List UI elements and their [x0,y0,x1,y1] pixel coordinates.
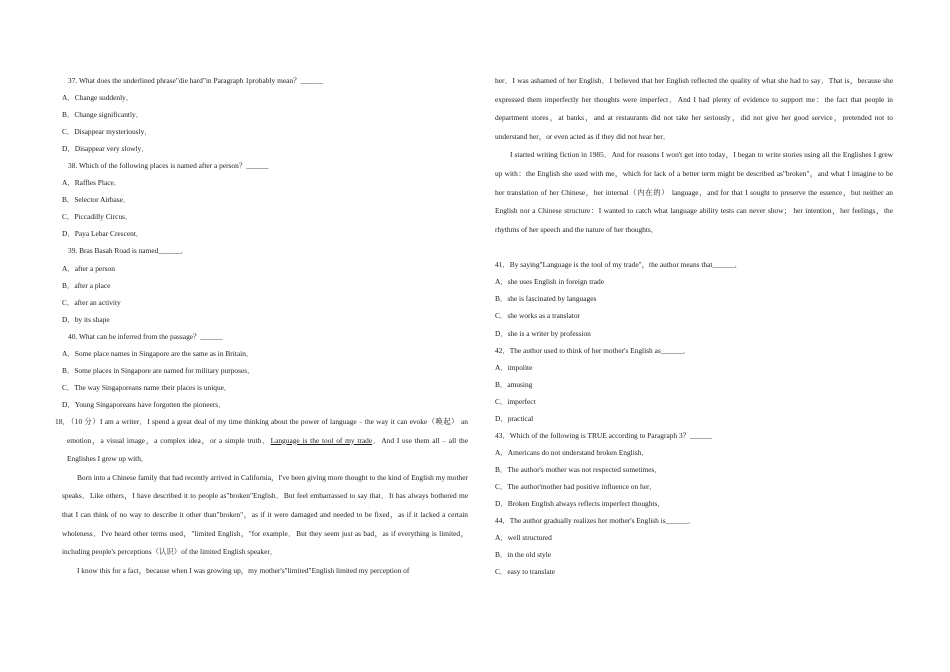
underlined-phrase: Language is the tool of my trade [270,435,373,445]
option-41d: D．she is a writer by profession [495,328,591,338]
option-39d: D．by its shape [62,314,110,324]
option-38d: D．Paya Lebar Crescent． [62,229,144,239]
left-column [55,72,468,580]
paragraph-2: Born into a Chinese family that had recently arrived in California，I've been giving more thought to the kind of English my mother speaks．Like others，I have described it to people as"broken"English．But feel embarrassed to say that．It has always bothered me that I can think of no way to describe it other than"broken"，as if it were damaged and needed to be fixed，as if it lacked a certain wholeness．I've heard other terms used，"limited English，"for example．But they seem just as bad，as if everything is limited，including people's perceptions（认识）of the limited English speaker． [62,472,468,557]
option-42c: C．imperfect [495,396,536,406]
paragraph-1-start: （10 分）I am a writer．I spend a great deal of my time thinking about the power of language﹣the way it can evoke（唤起） an emotion，a visual image，a complex idea，or a simple truth． [67,416,468,445]
question-44: 44．The author gradually realizes her mother's English is______． [495,516,696,526]
option-38b: B．Selector Airbase． [62,195,131,205]
paragraph-3-continued: her．I was ashamed of her English．I believed that her English reflected the quality of what she had to say．That is，because she expressed them imperfectly her thoughts were imperfect．And I had plenty of evidence to support me：the fact that people in department stores，at banks，and at restaurants did not take her seriously，did not give her good service，pretended not to understand her，or even acted as if they did not hear her． [495,76,893,141]
option-43c: C．The author'mother had positive influence on her． [495,481,657,491]
option-38a: A．Raffles Place． [62,178,122,188]
option-44b: B．in the old style [495,550,552,560]
option-40a: A．Some place names in Singapore are the same as in Britain． [62,348,254,358]
option-42b: B．amusing [495,379,533,389]
option-37b: B．Change significantly． [62,110,144,120]
option-41a: A．she uses English in foreign trade [495,277,604,287]
option-37a: A．Change suddenly． [62,93,134,103]
passage-18 [55,413,468,580]
paragraph-3-start: I know this for a fact，because when I was growing up，my mother's"limited"English limited my perception of [77,565,410,575]
right-column [495,72,893,580]
option-42d: D．practical [495,413,534,423]
paragraph-4: I started writing fiction in 1985．And for reasons I won't get into today，I began to write stories using all the Englishes I grew up with：the English she used with me，which for lack of a better term might be described as"broken"，and what I imagine to be her translation of her Chinese，her internal（内在的） language，and for that I sought to preserve the essence，but neither an English nor a Chinese structure：I wanted to catch what language ability tests can never show； her intention，her feelings，the rhythms of her speech and the nature of her thoughts． [495,150,893,234]
option-40c: C．The way Singaporeans name their places is unique． [62,382,232,392]
question-41: 41．By saying"Language is the tool of my trade"，the author means that______． [495,260,743,270]
option-41c: C．she works as a translator [495,311,580,321]
question-42: 42．The author used to think of her mother's English as______． [495,345,691,355]
question-38: 38. Which of the following places is named after a person？______ [68,161,269,171]
option-40d: D．Young Singaporeans have forgotten the pioneers． [62,399,226,409]
option-41b: B．she is fascinated by languages [495,294,597,304]
option-39b: B．after a place [62,280,111,290]
question-37: 37. What does the underlined phrase"die hard"in Paragraph 1probably mean？______ [68,76,323,85]
option-42a: A．impolite [495,362,533,372]
option-37d: D．Disappear very slowly． [62,144,149,154]
spacer [495,239,893,256]
question-40: 40. What can be inferred from the passage？______ [68,331,223,341]
paragraph-1 [49,413,468,469]
paragraph-1-end: ．And I use them all﹣all the Englishes I grew up with． [67,435,468,464]
option-43d: D．Broken English always reflects imperfect thoughts． [495,499,665,508]
option-39c: C．after an activity [62,297,121,307]
option-44a: A．well structured [495,533,552,543]
option-40b: B．Some places in Singapore are named for military purposes． [62,365,255,375]
question-39: 39. Bras Basah Road is named______． [68,246,188,256]
option-38c: C．Piccadilly Circus． [62,212,133,222]
option-43b: B．The author's mother was not respected sometimes． [495,464,662,474]
option-43a: A．Americans do not understand broken English． [495,447,649,457]
option-37c: C．Disappear mysteriously． [62,127,152,137]
option-39a: A．after a person [62,263,115,273]
option-44c: C．easy to translate [495,567,555,577]
question-number-18: 18． [55,416,70,426]
question-43: 43．Which of the following is TRUE according to Paragraph 3？______ [495,430,713,440]
